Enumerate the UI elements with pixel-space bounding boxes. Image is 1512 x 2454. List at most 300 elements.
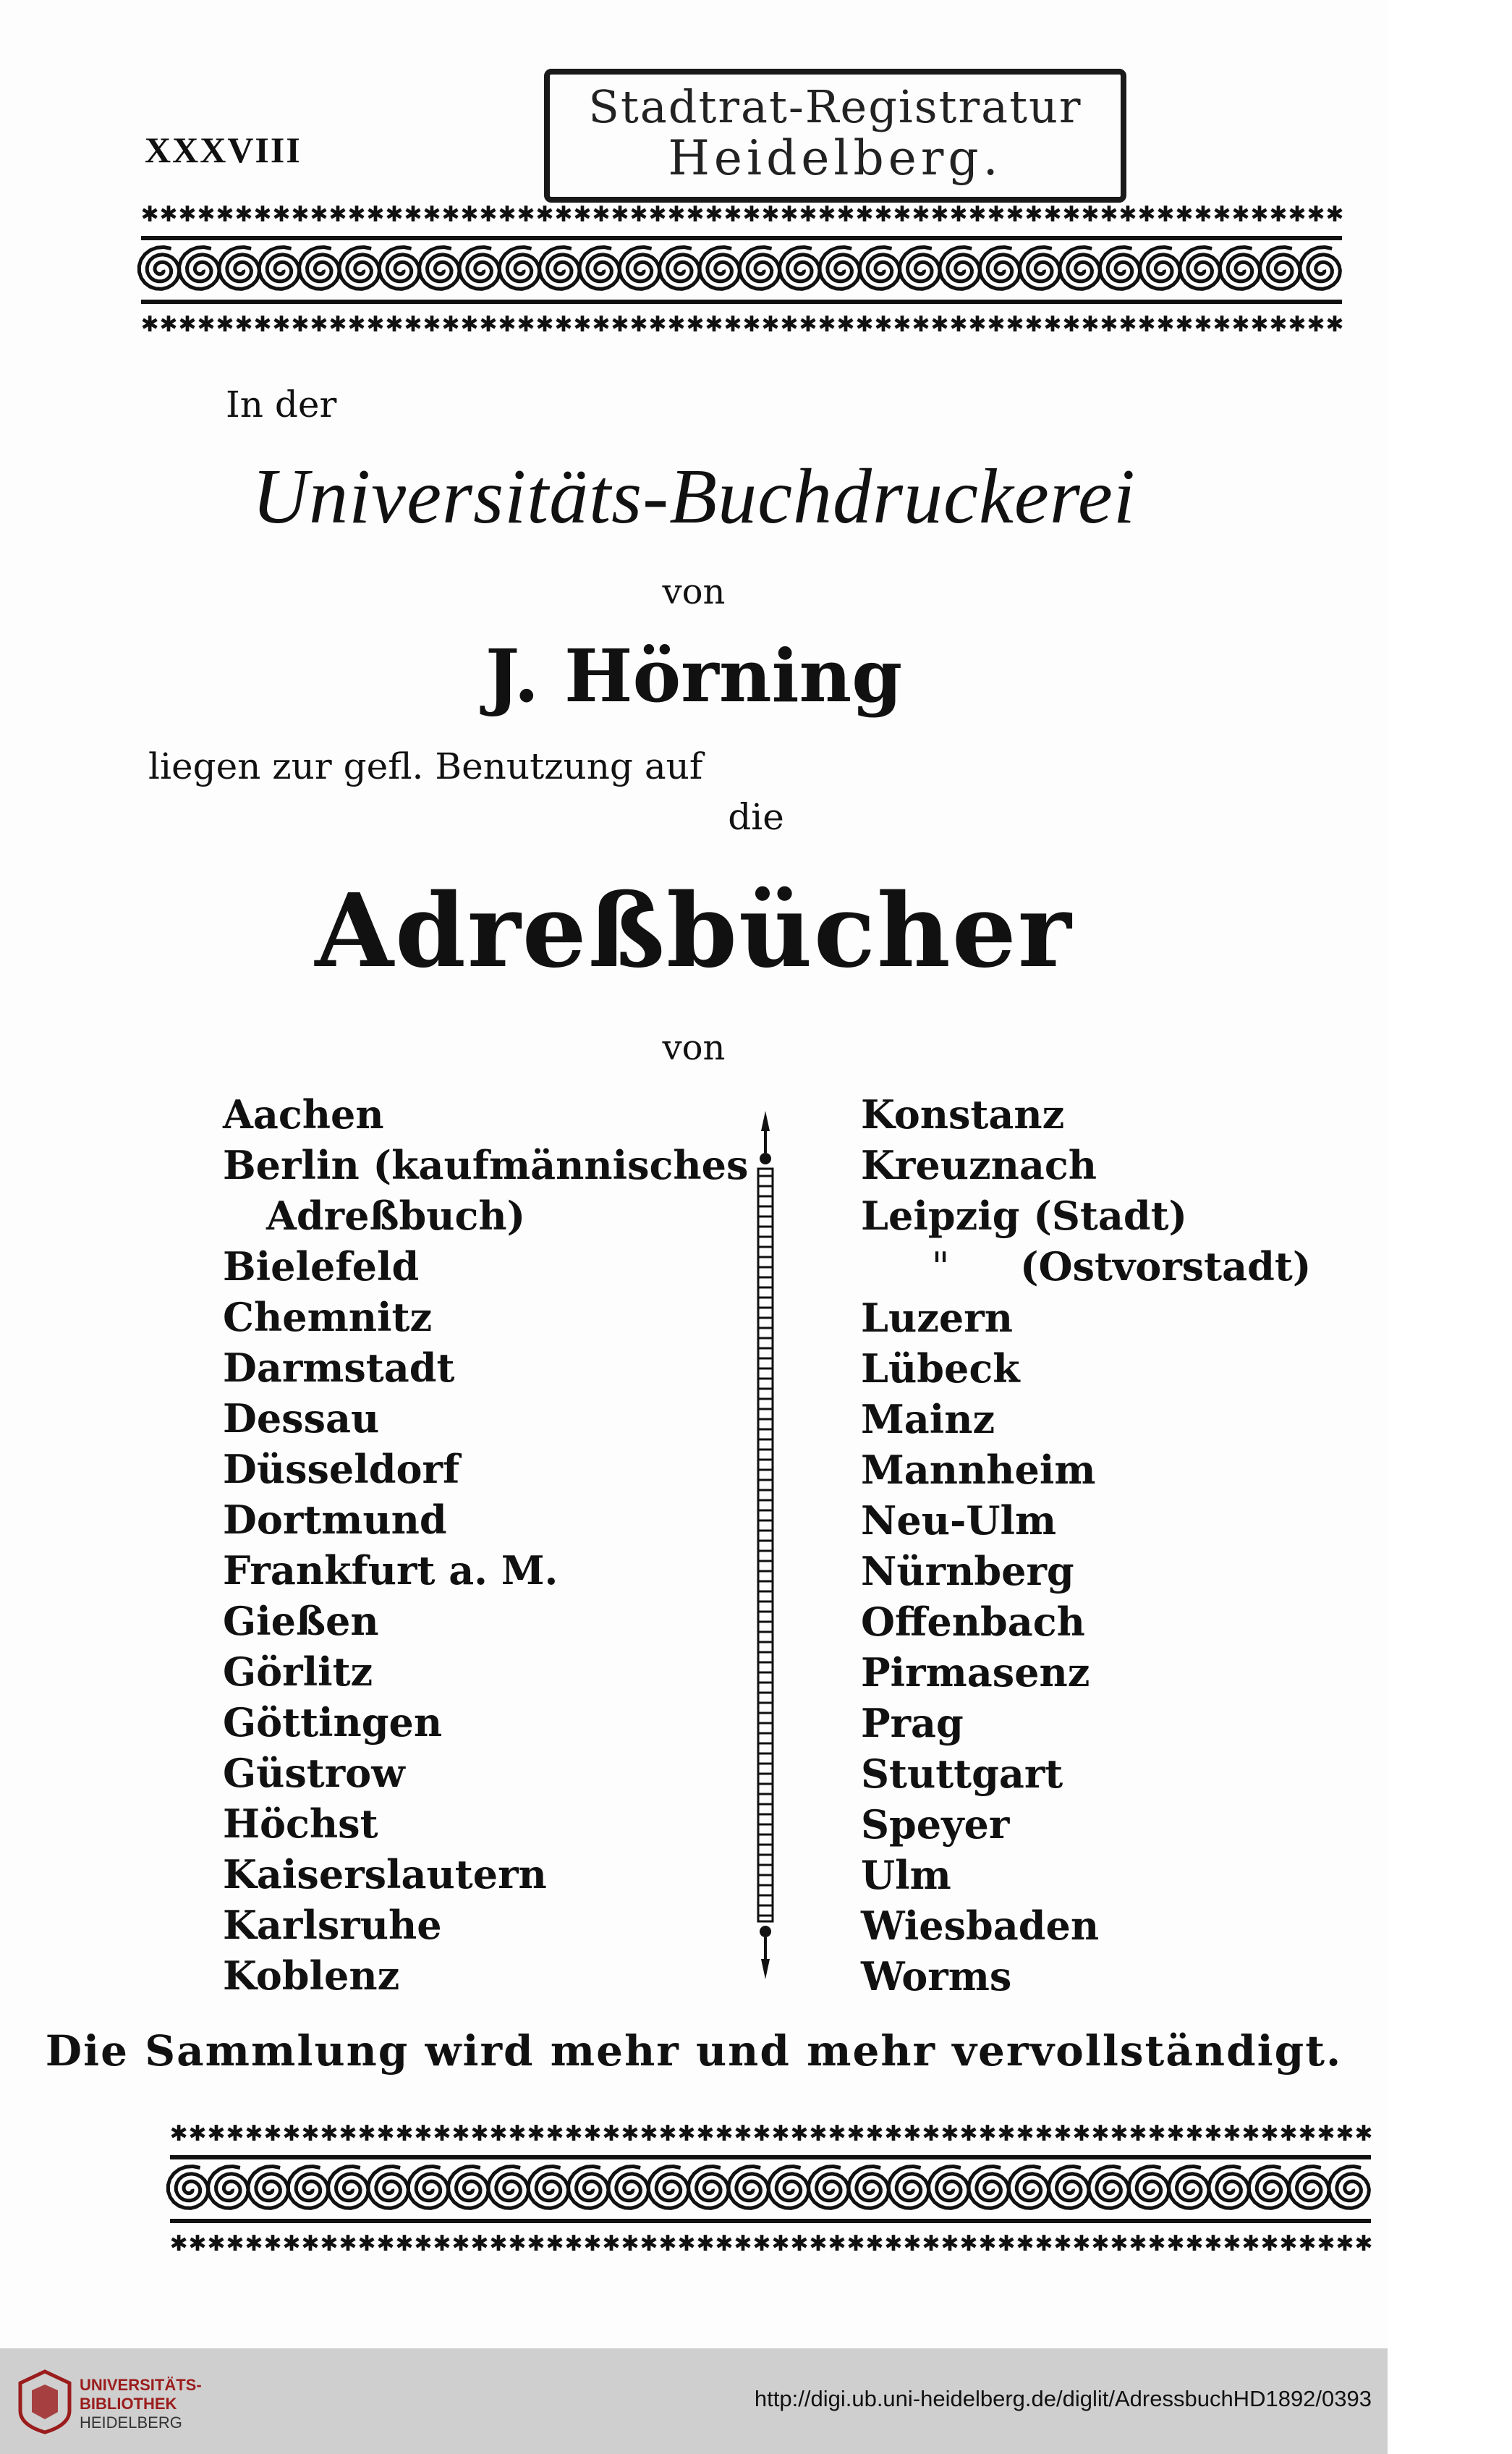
svg-text:✱: ✱ — [234, 202, 253, 227]
svg-text:✱: ✱ — [301, 2231, 320, 2256]
svg-text:✱: ✱ — [272, 202, 291, 227]
svg-text:✱: ✱ — [1269, 312, 1288, 337]
svg-text:✱: ✱ — [234, 312, 253, 337]
svg-text:✱: ✱ — [583, 2121, 602, 2146]
svg-text:✱: ✱ — [799, 202, 817, 227]
svg-text:✱: ✱ — [291, 312, 310, 337]
svg-text:✱: ✱ — [188, 2121, 207, 2146]
svg-text:✱: ✱ — [828, 2121, 846, 2146]
vertical-rule-icon — [747, 1111, 784, 1979]
svg-text:✱: ✱ — [752, 2121, 771, 2146]
svg-text:✱: ✱ — [922, 2121, 940, 2146]
svg-text:✱: ✱ — [554, 202, 573, 227]
svg-text:✱: ✱ — [320, 2121, 339, 2146]
svg-text:✱: ✱ — [1317, 2231, 1335, 2256]
svg-text:✱: ✱ — [903, 2231, 922, 2256]
svg-text:✱: ✱ — [535, 202, 554, 227]
svg-text:✱: ✱ — [1185, 2121, 1204, 2146]
svg-text:✱: ✱ — [564, 2121, 583, 2146]
svg-text:✱: ✱ — [197, 202, 216, 227]
svg-text:✱: ✱ — [1175, 312, 1194, 337]
svg-text:✱: ✱ — [573, 202, 592, 227]
list-item: Dessau — [223, 1395, 380, 1442]
stamp-line-2: Heidelberg. — [668, 130, 1003, 186]
svg-text:✱: ✱ — [422, 312, 441, 337]
svg-text:✱: ✱ — [197, 312, 216, 337]
svg-text:✱: ✱ — [715, 2121, 734, 2146]
svg-text:✱: ✱ — [1006, 202, 1024, 227]
svg-text:✱: ✱ — [357, 2121, 376, 2146]
svg-text:✱: ✱ — [686, 312, 705, 337]
svg-text:✱: ✱ — [1325, 312, 1344, 337]
svg-text:✱: ✱ — [1156, 202, 1175, 227]
svg-text:✱: ✱ — [245, 2231, 263, 2256]
svg-text:✱: ✱ — [1185, 2231, 1204, 2256]
svg-text:✱: ✱ — [1081, 312, 1100, 337]
library-seal-icon — [16, 2369, 74, 2434]
svg-text:✱: ✱ — [545, 2231, 564, 2256]
source-url-link[interactable]: http://digi.ub.uni-heidelberg.de/diglit/AdressbuchHD1892/0393 — [754, 2386, 1372, 2411]
svg-text:✱: ✱ — [1053, 2231, 1072, 2256]
svg-text:✱: ✱ — [385, 312, 404, 337]
svg-text:✱: ✱ — [1129, 2121, 1147, 2146]
list-item: Koblenz — [223, 1952, 400, 1999]
svg-text:✱: ✱ — [451, 2121, 470, 2146]
von-text-2: von — [662, 1028, 726, 1068]
svg-text:✱: ✱ — [677, 2231, 696, 2256]
svg-text:✱: ✱ — [1279, 2231, 1298, 2256]
svg-text:✱: ✱ — [1147, 2231, 1166, 2256]
svg-text:✱: ✱ — [1212, 202, 1231, 227]
top-ornament-icon — [141, 201, 1342, 339]
svg-text:✱: ✱ — [1175, 202, 1194, 227]
library-name-line-3: HEIDELBERG — [80, 2413, 182, 2432]
svg-text:✱: ✱ — [1317, 2121, 1335, 2146]
svg-text:✱: ✱ — [893, 202, 912, 227]
svg-text:✱: ✱ — [667, 312, 686, 337]
svg-text:✱: ✱ — [1250, 312, 1269, 337]
svg-text:✱: ✱ — [940, 2231, 959, 2256]
svg-text:✱: ✱ — [1212, 312, 1231, 337]
svg-text:✱: ✱ — [328, 312, 347, 337]
bottom-ornament-border — [170, 2120, 1371, 2258]
svg-text:✱: ✱ — [686, 202, 705, 227]
svg-text:✱: ✱ — [253, 312, 272, 337]
svg-text:✱: ✱ — [489, 2231, 508, 2256]
svg-text:✱: ✱ — [564, 2231, 583, 2256]
list-item: Wiesbaden — [861, 1903, 1100, 1949]
list-item: Offenbach — [861, 1599, 1085, 1645]
svg-text:✱: ✱ — [433, 2231, 451, 2256]
svg-text:✱: ✱ — [1043, 202, 1062, 227]
list-item: Pirmasenz — [861, 1649, 1090, 1696]
list-item: Frankfurt a. M. — [223, 1547, 558, 1594]
city-list-right — [861, 1089, 1312, 2002]
registry-stamp — [544, 69, 1126, 203]
svg-text:✱: ✱ — [535, 312, 554, 337]
svg-text:✱: ✱ — [545, 2121, 564, 2146]
svg-text:✱: ✱ — [328, 202, 347, 227]
svg-text:✱: ✱ — [940, 2121, 959, 2146]
svg-text:✱: ✱ — [395, 2121, 414, 2146]
svg-text:✱: ✱ — [1260, 2231, 1279, 2256]
svg-text:✱: ✱ — [207, 2121, 226, 2146]
svg-text:✱: ✱ — [836, 202, 855, 227]
die-text: die — [728, 796, 784, 838]
svg-text:✱: ✱ — [658, 2231, 677, 2256]
svg-text:✱: ✱ — [978, 2231, 997, 2256]
svg-text:✱: ✱ — [865, 2121, 884, 2146]
svg-text:✱: ✱ — [422, 202, 441, 227]
list-item: Görlitz — [223, 1649, 373, 1695]
svg-text:✱: ✱ — [140, 312, 159, 337]
svg-text:✱: ✱ — [414, 2121, 433, 2146]
list-item: Mannheim — [861, 1447, 1096, 1493]
svg-text:✱: ✱ — [1072, 2231, 1091, 2256]
svg-text:✱: ✱ — [1241, 2121, 1260, 2146]
svg-text:✱: ✱ — [592, 202, 611, 227]
svg-text:✱: ✱ — [385, 202, 404, 227]
svg-text:✱: ✱ — [216, 202, 234, 227]
svg-text:✱: ✱ — [1100, 202, 1118, 227]
svg-text:✱: ✱ — [648, 312, 667, 337]
svg-text:✱: ✱ — [347, 312, 366, 337]
printer-name: J. Hörning — [485, 633, 903, 719]
svg-text:✱: ✱ — [1231, 312, 1250, 337]
svg-text:✱: ✱ — [978, 2121, 997, 2146]
svg-text:✱: ✱ — [705, 202, 723, 227]
svg-text:✱: ✱ — [723, 312, 742, 337]
column-divider — [747, 1111, 784, 1979]
svg-text:✱: ✱ — [949, 202, 968, 227]
svg-text:✱: ✱ — [1288, 312, 1307, 337]
svg-text:✱: ✱ — [1016, 2231, 1035, 2256]
svg-text:✱: ✱ — [339, 2121, 357, 2146]
page-number: XXXVIII — [145, 130, 302, 170]
svg-text:✱: ✱ — [1166, 2231, 1185, 2256]
svg-text:✱: ✱ — [441, 202, 460, 227]
svg-text:✱: ✱ — [1072, 2121, 1091, 2146]
svg-text:✱: ✱ — [395, 2231, 414, 2256]
svg-text:✱: ✱ — [404, 202, 422, 227]
list-item: Worms — [861, 1953, 1012, 2000]
svg-text:✱: ✱ — [1166, 2121, 1185, 2146]
list-item — [861, 1241, 1312, 1292]
svg-text:✱: ✱ — [761, 202, 780, 227]
list-item: Gießen — [223, 1598, 379, 1644]
list-item-text: (Ostvorstadt) — [1020, 1243, 1312, 1290]
svg-text:✱: ✱ — [997, 2231, 1016, 2256]
svg-text:✱: ✱ — [554, 312, 573, 337]
svg-text:✱: ✱ — [809, 2231, 828, 2256]
svg-text:✱: ✱ — [301, 2121, 320, 2146]
svg-text:✱: ✱ — [1035, 2231, 1053, 2256]
list-item: Prag — [861, 1700, 964, 1746]
svg-text:✱: ✱ — [188, 2231, 207, 2256]
svg-text:✱: ✱ — [460, 202, 479, 227]
svg-text:✱: ✱ — [903, 2121, 922, 2146]
svg-text:✱: ✱ — [527, 2121, 545, 2146]
list-item: Güstrow — [223, 1750, 405, 1796]
svg-text:✱: ✱ — [771, 2121, 790, 2146]
svg-text:✱: ✱ — [734, 2231, 752, 2256]
svg-text:✱: ✱ — [508, 2121, 527, 2146]
svg-text:✱: ✱ — [667, 202, 686, 227]
svg-text:✱: ✱ — [310, 312, 328, 337]
svg-text:✱: ✱ — [169, 2231, 188, 2256]
svg-text:✱: ✱ — [508, 2231, 527, 2256]
svg-text:✱: ✱ — [253, 202, 272, 227]
svg-text:✱: ✱ — [414, 2231, 433, 2256]
svg-text:✱: ✱ — [874, 202, 893, 227]
svg-text:✱: ✱ — [366, 312, 385, 337]
svg-text:✱: ✱ — [884, 2231, 903, 2256]
svg-text:✱: ✱ — [621, 2121, 640, 2146]
svg-text:✱: ✱ — [959, 2231, 978, 2256]
svg-text:✱: ✱ — [282, 2231, 301, 2256]
ditto-mark: " — [931, 1244, 950, 1290]
svg-text:✱: ✱ — [1231, 202, 1250, 227]
svg-text:✱: ✱ — [817, 202, 836, 227]
list-item: Ulm — [861, 1852, 951, 1898]
svg-text:✱: ✱ — [1129, 2231, 1147, 2256]
svg-text:✱: ✱ — [1062, 312, 1081, 337]
svg-text:✱: ✱ — [159, 312, 178, 337]
svg-text:✱: ✱ — [640, 2121, 658, 2146]
svg-text:✱: ✱ — [696, 2121, 715, 2146]
svg-text:✱: ✱ — [790, 2231, 809, 2256]
svg-text:✱: ✱ — [1354, 2231, 1373, 2256]
svg-text:✱: ✱ — [226, 2121, 245, 2146]
svg-text:✱: ✱ — [1204, 2231, 1223, 2256]
list-item: Nürnberg — [861, 1548, 1074, 1594]
svg-text:✱: ✱ — [263, 2231, 282, 2256]
svg-text:✱: ✱ — [207, 2231, 226, 2256]
svg-text:✱: ✱ — [320, 2231, 339, 2256]
list-item: Aachen — [223, 1091, 384, 1138]
svg-text:✱: ✱ — [1204, 2121, 1223, 2146]
svg-text:✱: ✱ — [347, 202, 366, 227]
svg-text:✱: ✱ — [263, 2121, 282, 2146]
svg-text:✱: ✱ — [930, 202, 949, 227]
svg-text:✱: ✱ — [583, 2231, 602, 2256]
svg-text:✱: ✱ — [734, 2121, 752, 2146]
svg-text:✱: ✱ — [855, 312, 874, 337]
svg-text:✱: ✱ — [1223, 2121, 1241, 2146]
svg-text:✱: ✱ — [1053, 2121, 1072, 2146]
svg-text:✱: ✱ — [677, 2121, 696, 2146]
library-name-line-2: BIBLIOTHEK — [80, 2395, 177, 2413]
list-item: Adreßbuch) — [266, 1193, 526, 1239]
list-item: Karlsruhe — [223, 1902, 442, 1948]
svg-text:✱: ✱ — [527, 2231, 545, 2256]
svg-text:✱: ✱ — [790, 2121, 809, 2146]
svg-text:✱: ✱ — [1081, 202, 1100, 227]
svg-text:✱: ✱ — [658, 2121, 677, 2146]
svg-text:✱: ✱ — [968, 312, 987, 337]
svg-text:✱: ✱ — [949, 312, 968, 337]
svg-text:✱: ✱ — [640, 2231, 658, 2256]
svg-text:✱: ✱ — [874, 312, 893, 337]
svg-text:✱: ✱ — [441, 312, 460, 337]
svg-text:✱: ✱ — [366, 202, 385, 227]
svg-text:✱: ✱ — [376, 2121, 395, 2146]
stamp-line-1: Stadtrat-Registratur — [588, 80, 1082, 133]
svg-text:✱: ✱ — [517, 202, 535, 227]
svg-text:✱: ✱ — [310, 202, 328, 227]
top-ornament-border — [141, 201, 1342, 339]
svg-text:✱: ✱ — [479, 202, 498, 227]
svg-text:✱: ✱ — [178, 202, 197, 227]
svg-text:✱: ✱ — [291, 202, 310, 227]
library-name-line-1: UNIVERSITÄTS- — [80, 2376, 202, 2394]
svg-text:✱: ✱ — [696, 2231, 715, 2256]
svg-text:✱: ✱ — [1269, 202, 1288, 227]
city-list-left — [223, 1089, 749, 2001]
list-item: Luzern — [861, 1295, 1013, 1341]
svg-text:✱: ✱ — [1137, 312, 1156, 337]
svg-text:✱: ✱ — [705, 312, 723, 337]
svg-text:✱: ✱ — [611, 202, 629, 227]
svg-text:✱: ✱ — [780, 202, 799, 227]
svg-text:✱: ✱ — [1043, 312, 1062, 337]
list-item: Düsseldorf — [223, 1446, 460, 1492]
list-item: Höchst — [223, 1801, 378, 1847]
svg-text:✱: ✱ — [959, 2121, 978, 2146]
svg-text:✱: ✱ — [517, 312, 535, 337]
bottom-ornament-icon — [170, 2120, 1371, 2258]
von-text-1: von — [662, 572, 726, 612]
svg-text:✱: ✱ — [1024, 312, 1043, 337]
svg-text:✱: ✱ — [1194, 312, 1212, 337]
svg-text:✱: ✱ — [780, 312, 799, 337]
list-item: Lübeck — [861, 1345, 1020, 1392]
svg-text:✱: ✱ — [1335, 2121, 1354, 2146]
list-item: Stuttgart — [861, 1751, 1063, 1797]
svg-text:✱: ✱ — [1006, 312, 1024, 337]
svg-text:✱: ✱ — [1223, 2231, 1241, 2256]
svg-text:✱: ✱ — [451, 2231, 470, 2256]
svg-text:✱: ✱ — [479, 312, 498, 337]
svg-text:✱: ✱ — [828, 2231, 846, 2256]
library-name — [80, 2376, 202, 2432]
svg-text:✱: ✱ — [169, 2121, 188, 2146]
svg-text:✱: ✱ — [1091, 2121, 1110, 2146]
svg-text:✱: ✱ — [997, 2121, 1016, 2146]
svg-text:✱: ✱ — [723, 202, 742, 227]
svg-text:✱: ✱ — [629, 312, 648, 337]
svg-text:✱: ✱ — [1335, 2231, 1354, 2256]
svg-text:✱: ✱ — [1250, 202, 1269, 227]
svg-text:✱: ✱ — [987, 312, 1006, 337]
svg-text:✱: ✱ — [1024, 202, 1043, 227]
svg-text:✱: ✱ — [1147, 2121, 1166, 2146]
svg-text:✱: ✱ — [1156, 312, 1175, 337]
list-item: Kreuznach — [861, 1142, 1097, 1188]
svg-text:✱: ✱ — [1241, 2231, 1260, 2256]
svg-text:✱: ✱ — [226, 2231, 245, 2256]
list-item: Bielefeld — [223, 1243, 420, 1290]
svg-text:✱: ✱ — [752, 2231, 771, 2256]
svg-text:✱: ✱ — [611, 312, 629, 337]
svg-text:✱: ✱ — [648, 202, 667, 227]
svg-text:✱: ✱ — [771, 2231, 790, 2256]
list-item: Speyer — [861, 1801, 1010, 1848]
svg-text:✱: ✱ — [339, 2231, 357, 2256]
svg-text:✱: ✱ — [460, 312, 479, 337]
svg-text:✱: ✱ — [629, 202, 648, 227]
svg-text:✱: ✱ — [470, 2231, 489, 2256]
main-title: Universitäts-Buchdruckerei — [252, 454, 1136, 540]
svg-text:✱: ✱ — [846, 2231, 865, 2256]
svg-text:✱: ✱ — [1137, 202, 1156, 227]
svg-text:✱: ✱ — [1118, 202, 1137, 227]
svg-text:✱: ✱ — [498, 202, 517, 227]
svg-text:✱: ✱ — [357, 2231, 376, 2256]
svg-text:✱: ✱ — [1062, 202, 1081, 227]
svg-text:✱: ✱ — [272, 312, 291, 337]
library-footer-bar — [0, 2348, 1388, 2454]
svg-text:✱: ✱ — [922, 2231, 940, 2256]
svg-text:✱: ✱ — [140, 202, 159, 227]
list-item: Berlin (kaufmännisches — [223, 1142, 749, 1188]
svg-text:✱: ✱ — [159, 202, 178, 227]
svg-text:✱: ✱ — [1194, 202, 1212, 227]
svg-text:✱: ✱ — [470, 2121, 489, 2146]
svg-text:✱: ✱ — [498, 312, 517, 337]
list-item: Mainz — [861, 1396, 995, 1442]
svg-text:✱: ✱ — [987, 202, 1006, 227]
svg-text:✱: ✱ — [1110, 2121, 1129, 2146]
svg-text:✱: ✱ — [855, 202, 874, 227]
svg-text:✱: ✱ — [1260, 2121, 1279, 2146]
availability-text: liegen zur gefl. Benutzung auf — [148, 745, 703, 787]
svg-text:✱: ✱ — [912, 202, 930, 227]
footer-note: Die Sammlung wird mehr und mehr vervollständigt. — [45, 2026, 1343, 2076]
list-item: Darmstadt — [223, 1345, 455, 1391]
svg-text:✱: ✱ — [742, 312, 761, 337]
list-item: Göttingen — [223, 1699, 443, 1746]
list-item: Konstanz — [861, 1091, 1065, 1138]
svg-text:✱: ✱ — [1016, 2121, 1035, 2146]
svg-text:✱: ✱ — [592, 312, 611, 337]
svg-text:✱: ✱ — [761, 312, 780, 337]
svg-text:✱: ✱ — [893, 312, 912, 337]
svg-text:✱: ✱ — [404, 312, 422, 337]
svg-text:✱: ✱ — [216, 312, 234, 337]
svg-text:✱: ✱ — [489, 2121, 508, 2146]
list-item: Kaiserslautern — [223, 1851, 547, 1897]
svg-text:✱: ✱ — [968, 202, 987, 227]
svg-text:✱: ✱ — [1110, 2231, 1129, 2256]
svg-text:✱: ✱ — [573, 312, 592, 337]
list-item: Leipzig (Stadt) — [861, 1193, 1188, 1239]
svg-text:✱: ✱ — [1100, 312, 1118, 337]
svg-text:✱: ✱ — [846, 2121, 865, 2146]
svg-text:✱: ✱ — [245, 2121, 263, 2146]
svg-text:✱: ✱ — [1354, 2121, 1373, 2146]
svg-text:✱: ✱ — [865, 2231, 884, 2256]
svg-text:✱: ✱ — [1288, 202, 1307, 227]
svg-text:✱: ✱ — [1035, 2121, 1053, 2146]
list-item: Neu-Ulm — [861, 1497, 1057, 1544]
svg-text:✱: ✱ — [1325, 202, 1344, 227]
svg-text:✱: ✱ — [1298, 2121, 1317, 2146]
svg-text:✱: ✱ — [602, 2231, 621, 2256]
svg-text:✱: ✱ — [1091, 2231, 1110, 2256]
svg-text:✱: ✱ — [621, 2231, 640, 2256]
svg-text:✱: ✱ — [817, 312, 836, 337]
